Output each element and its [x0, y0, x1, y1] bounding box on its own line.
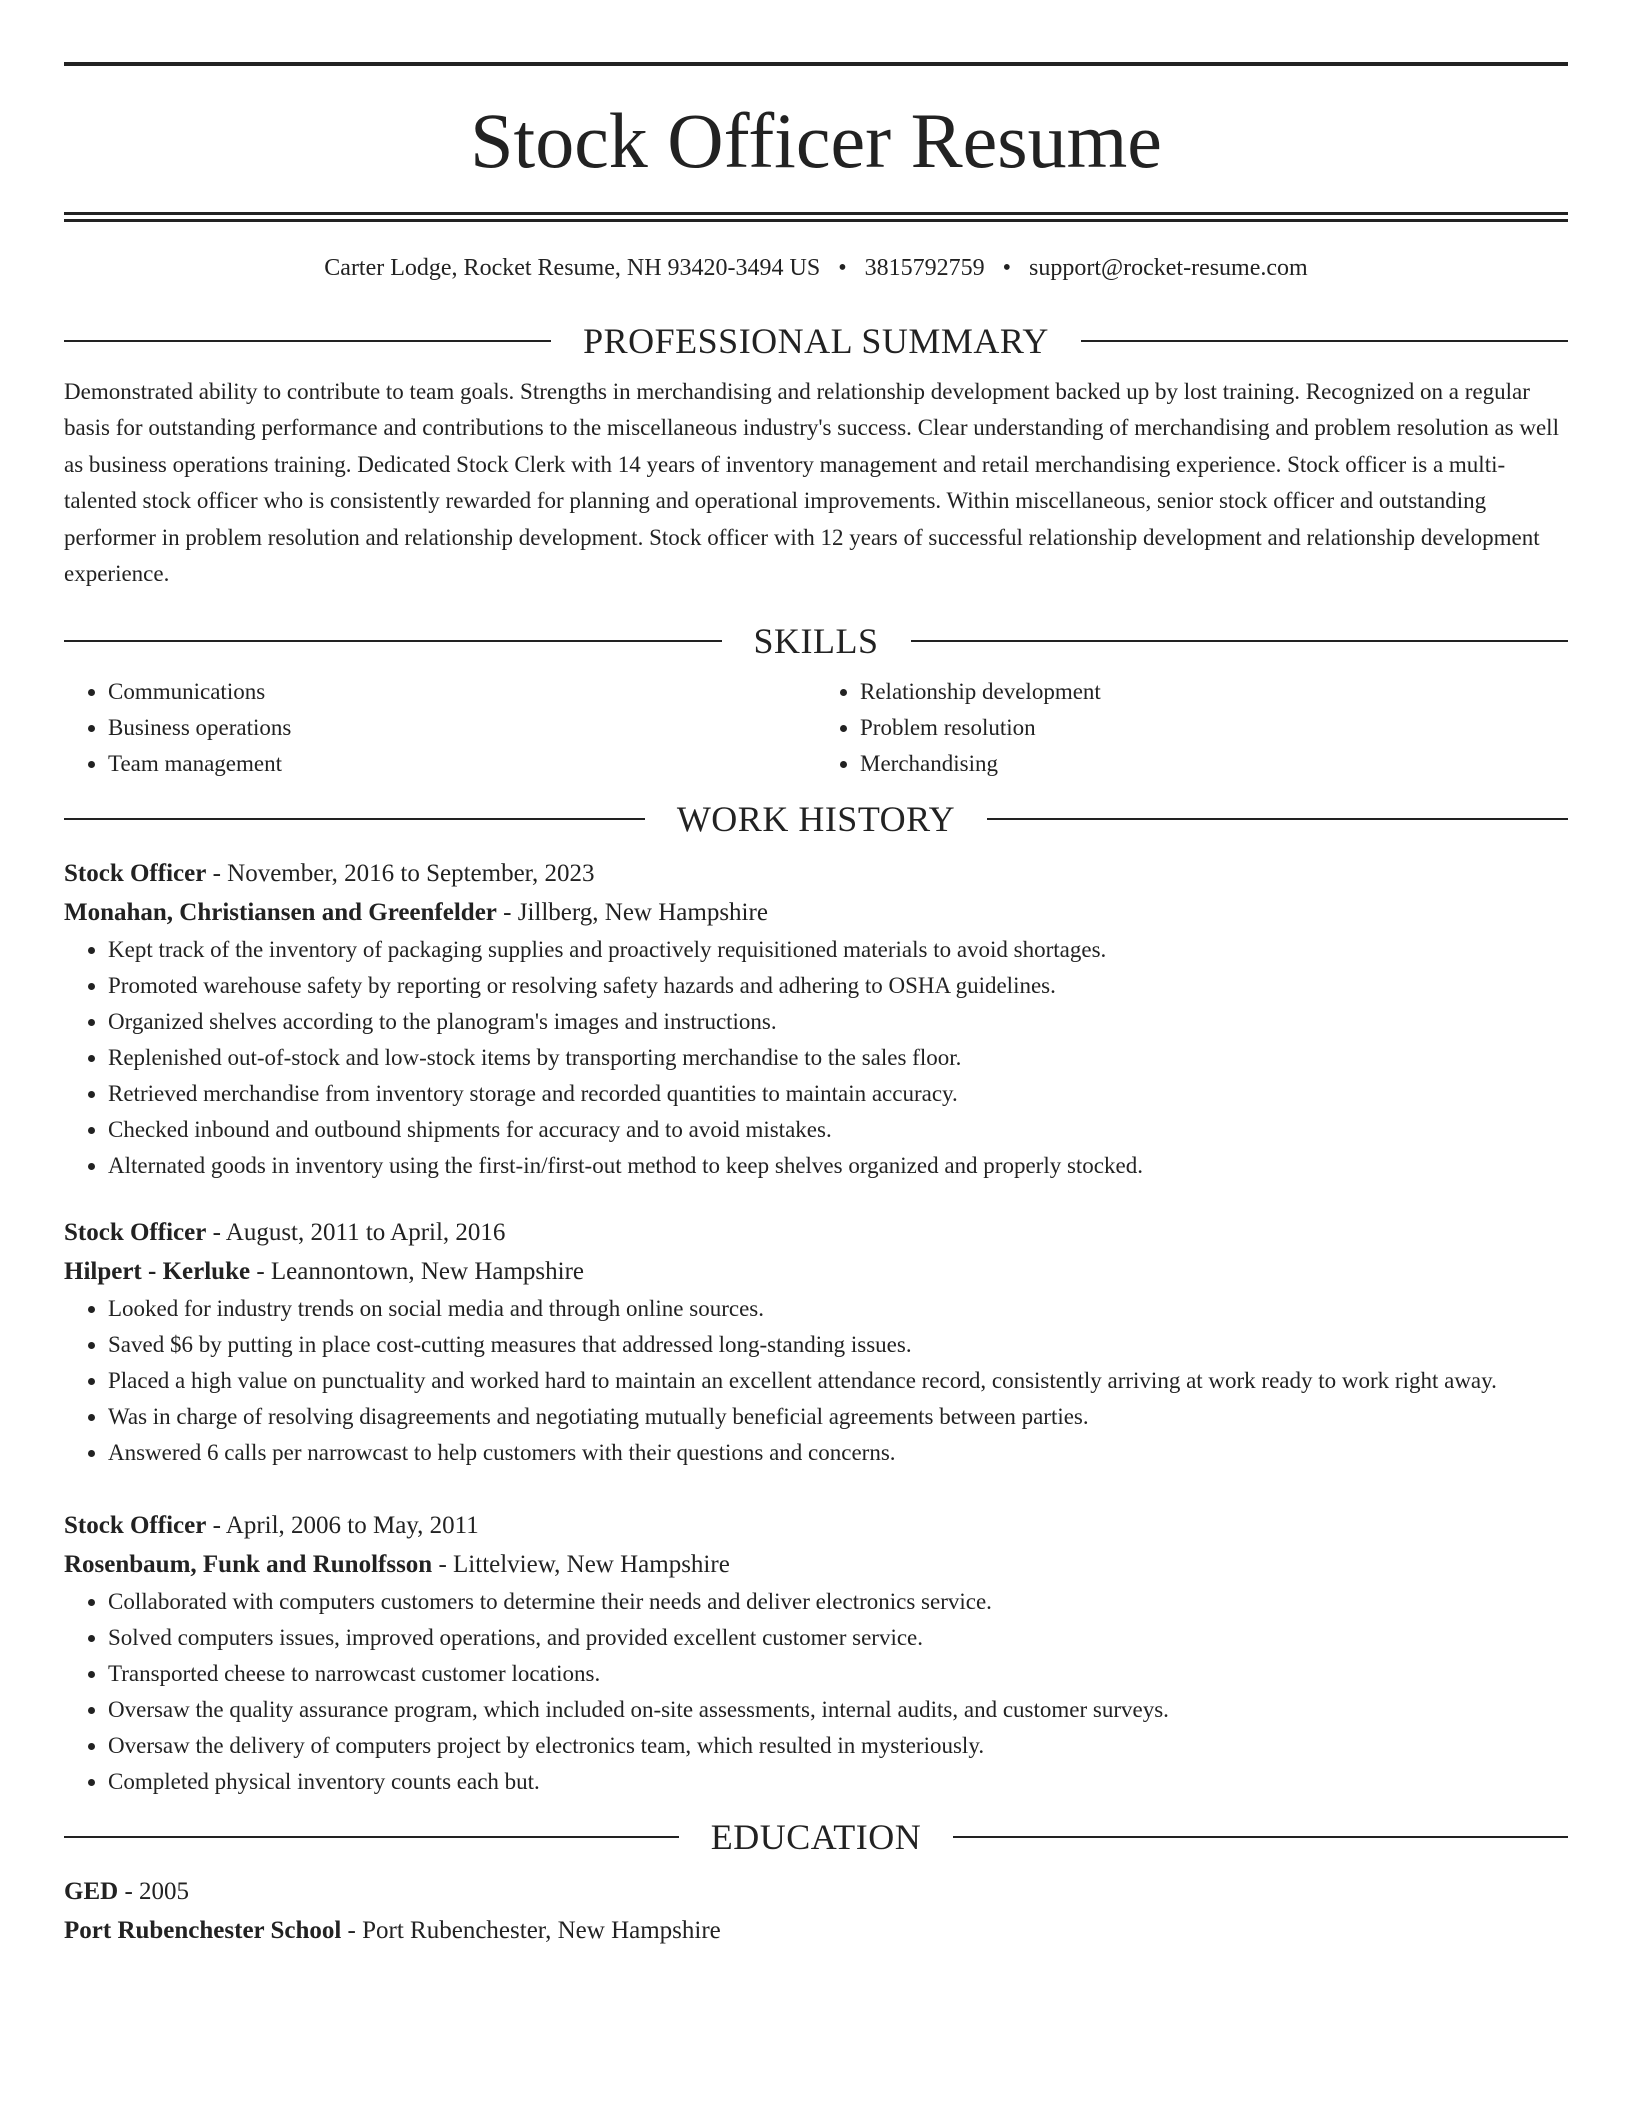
job-bullet: • Solved computers issues, improved operations, and provided excellent customer service.: [108, 1620, 1568, 1656]
job-bullet: • Checked inbound and outbound shipments for accuracy and to avoid mistakes.: [108, 1112, 1568, 1148]
job-entry: [64, 854, 1568, 1184]
education-location: Port Rubenchester, New Hampshire: [362, 1917, 721, 1945]
job-dates: August, 2011 to April, 2016: [225, 1219, 506, 1247]
heading-rule-left: [64, 1836, 679, 1838]
education-degree-line: [64, 1872, 1568, 1911]
job-bullet: • Answered 6 calls per narrowcast to help customers with their questions and concerns.: [108, 1435, 1568, 1471]
skills-heading-label: SKILLS: [753, 621, 879, 662]
job-title-line: [64, 1506, 1568, 1545]
job-bullet: • Transported cheese to narrowcast customer locations.: [108, 1656, 1568, 1692]
job-bullet: • Oversaw the quality assurance program, which included on-site assessments, internal audits, and customer surveys.: [108, 1692, 1568, 1728]
summary-section-heading: [64, 318, 1568, 364]
dash: -: [118, 1878, 140, 1906]
contact-address: Carter Lodge, Rocket Resume, NH 93420-3494 US: [324, 255, 821, 281]
contact-line: [64, 252, 1568, 284]
job-bullet: • Oversaw the delivery of computers project by electronics team, which resulted in mysteriously.: [108, 1728, 1568, 1764]
skill-item: • Problem resolution: [860, 710, 1568, 746]
dash: -: [206, 1512, 226, 1540]
job-bullet: • Alternated goods in inventory using the first-in/first-out method to keep shelves organized and properly stocked.: [108, 1148, 1568, 1184]
job-title: Stock Officer: [64, 1219, 207, 1247]
skill-item: • Team management: [108, 746, 816, 782]
education-degree: GED: [64, 1878, 119, 1906]
summary-heading-label: PROFESSIONAL SUMMARY: [583, 321, 1049, 361]
skill-item: • Relationship development: [860, 674, 1568, 710]
work-heading-label: WORK HISTORY: [676, 799, 956, 840]
education-section-heading: [64, 1814, 1568, 1860]
job-company-line: [64, 893, 1568, 932]
contact-separator: •: [838, 255, 847, 281]
heading-rule-right: [987, 818, 1568, 820]
skills-column-left: [64, 674, 816, 782]
job-title: Stock Officer: [64, 860, 207, 888]
job-bullet: • Collaborated with computers customers to determine their needs and deliver electronics service.: [108, 1584, 1568, 1620]
dash: -: [496, 899, 518, 927]
dash: -: [206, 1219, 226, 1247]
skills-list: [64, 674, 1568, 782]
dash: -: [341, 1917, 363, 1945]
job-location: Jillberg, New Hampshire: [517, 899, 768, 927]
skill-item: • Merchandising: [860, 746, 1568, 782]
job-location: Leannontown, New Hampshire: [270, 1258, 585, 1286]
job-entry: [64, 1506, 1568, 1800]
job-title-line: [64, 854, 1568, 893]
skill-item: • Communications: [108, 674, 816, 710]
education-school-line: [64, 1911, 1568, 1950]
dash: -: [206, 860, 228, 888]
heading-rule-right: [911, 640, 1569, 642]
contact-phone: 3815792759: [864, 255, 985, 281]
heading-rule-right: [953, 1836, 1568, 1838]
job-dates: November, 2016 to September, 2023: [227, 860, 595, 888]
job-bullets: [64, 1584, 1568, 1800]
heading-rule-left: [64, 340, 551, 342]
contact-separator: •: [1002, 255, 1012, 281]
job-bullets: [64, 1291, 1568, 1471]
contact-email: support@rocket-resume.com: [1029, 255, 1308, 281]
title-double-rule: [64, 212, 1568, 222]
job-company-line: [64, 1545, 1568, 1584]
job-dates: April, 2006 to May, 2011: [225, 1512, 479, 1540]
job-bullet: • Saved $6 by putting in place cost-cutting measures that addressed long-standing issues.: [108, 1327, 1568, 1363]
skills-column-right: [816, 674, 1568, 782]
job-company: Hilpert - Kerluke: [64, 1258, 251, 1286]
job-company-line: [64, 1252, 1568, 1291]
job-bullet: • Placed a high value on punctuality and worked hard to maintain an excellent attendance record, consistently arriving at work ready to work right away.: [108, 1363, 1568, 1399]
job-company: Monahan, Christiansen and Greenfelder: [64, 899, 497, 927]
job-bullet: • Was in charge of resolving disagreements and negotiating mutually beneficial agreements between parties.: [108, 1399, 1568, 1435]
education-entry: [64, 1872, 1568, 1950]
education-year: 2005: [139, 1878, 190, 1906]
job-bullet: • Looked for industry trends on social media and through online sources.: [108, 1291, 1568, 1327]
work-section-heading: [64, 796, 1568, 842]
heading-rule-left: [64, 640, 722, 642]
resume-page: [64, 0, 1568, 1950]
job-bullet: • Kept track of the inventory of packaging supplies and proactively requisitioned materials to avoid shortages.: [108, 932, 1568, 968]
page-title: Stock Officer Resume: [470, 97, 1162, 184]
education-heading-label: EDUCATION: [710, 1817, 922, 1858]
heading-rule-left: [64, 818, 645, 820]
education-school: Port Rubenchester School: [64, 1917, 342, 1945]
job-title: Stock Officer: [64, 1512, 207, 1540]
job-bullet: • Replenished out-of-stock and low-stock items by transporting merchandise to the sales floor.: [108, 1040, 1568, 1076]
skill-item: • Business operations: [108, 710, 816, 746]
skills-section-heading: [64, 618, 1568, 664]
job-bullet: • Retrieved merchandise from inventory storage and recorded quantities to maintain accuracy.: [108, 1076, 1568, 1112]
job-location: Littelview, New Hampshire: [453, 1551, 730, 1579]
heading-rule-right: [1081, 340, 1568, 342]
summary-paragraph: Demonstrated ability to contribute to team goals. Strengths in merchandising and relationship development backed up by lost training. Recognized on a regular basis for outstanding performance and contributions to the miscellaneous industry's success. Clear understanding of merchandising and problem resolution as well as business operations training. Dedicated Stock Clerk with 14 years of inventory management and retail merchandising experience. Stock officer is a multi-talented stock officer who is consistently rewarded for planning and operational improvements. Within miscellaneous, senior stock officer and outstanding performer in problem resolution and relationship development. Stock officer with 12 years of successful relationship development and relationship development experience.: [64, 379, 1559, 587]
job-bullet: • Completed physical inventory counts each but.: [108, 1764, 1568, 1800]
dash: -: [432, 1551, 454, 1579]
job-title-line: [64, 1213, 1568, 1252]
job-bullet: • Organized shelves according to the planogram's images and instructions.: [108, 1004, 1568, 1040]
dash: -: [250, 1258, 271, 1286]
job-bullet: • Promoted warehouse safety by reporting or resolving safety hazards and adhering to OSHA guidelines.: [108, 968, 1568, 1004]
top-rule: [64, 62, 1568, 66]
job-company: Rosenbaum, Funk and Runolfsson: [64, 1551, 433, 1579]
job-entry: [64, 1213, 1568, 1471]
job-bullets: [64, 932, 1568, 1184]
